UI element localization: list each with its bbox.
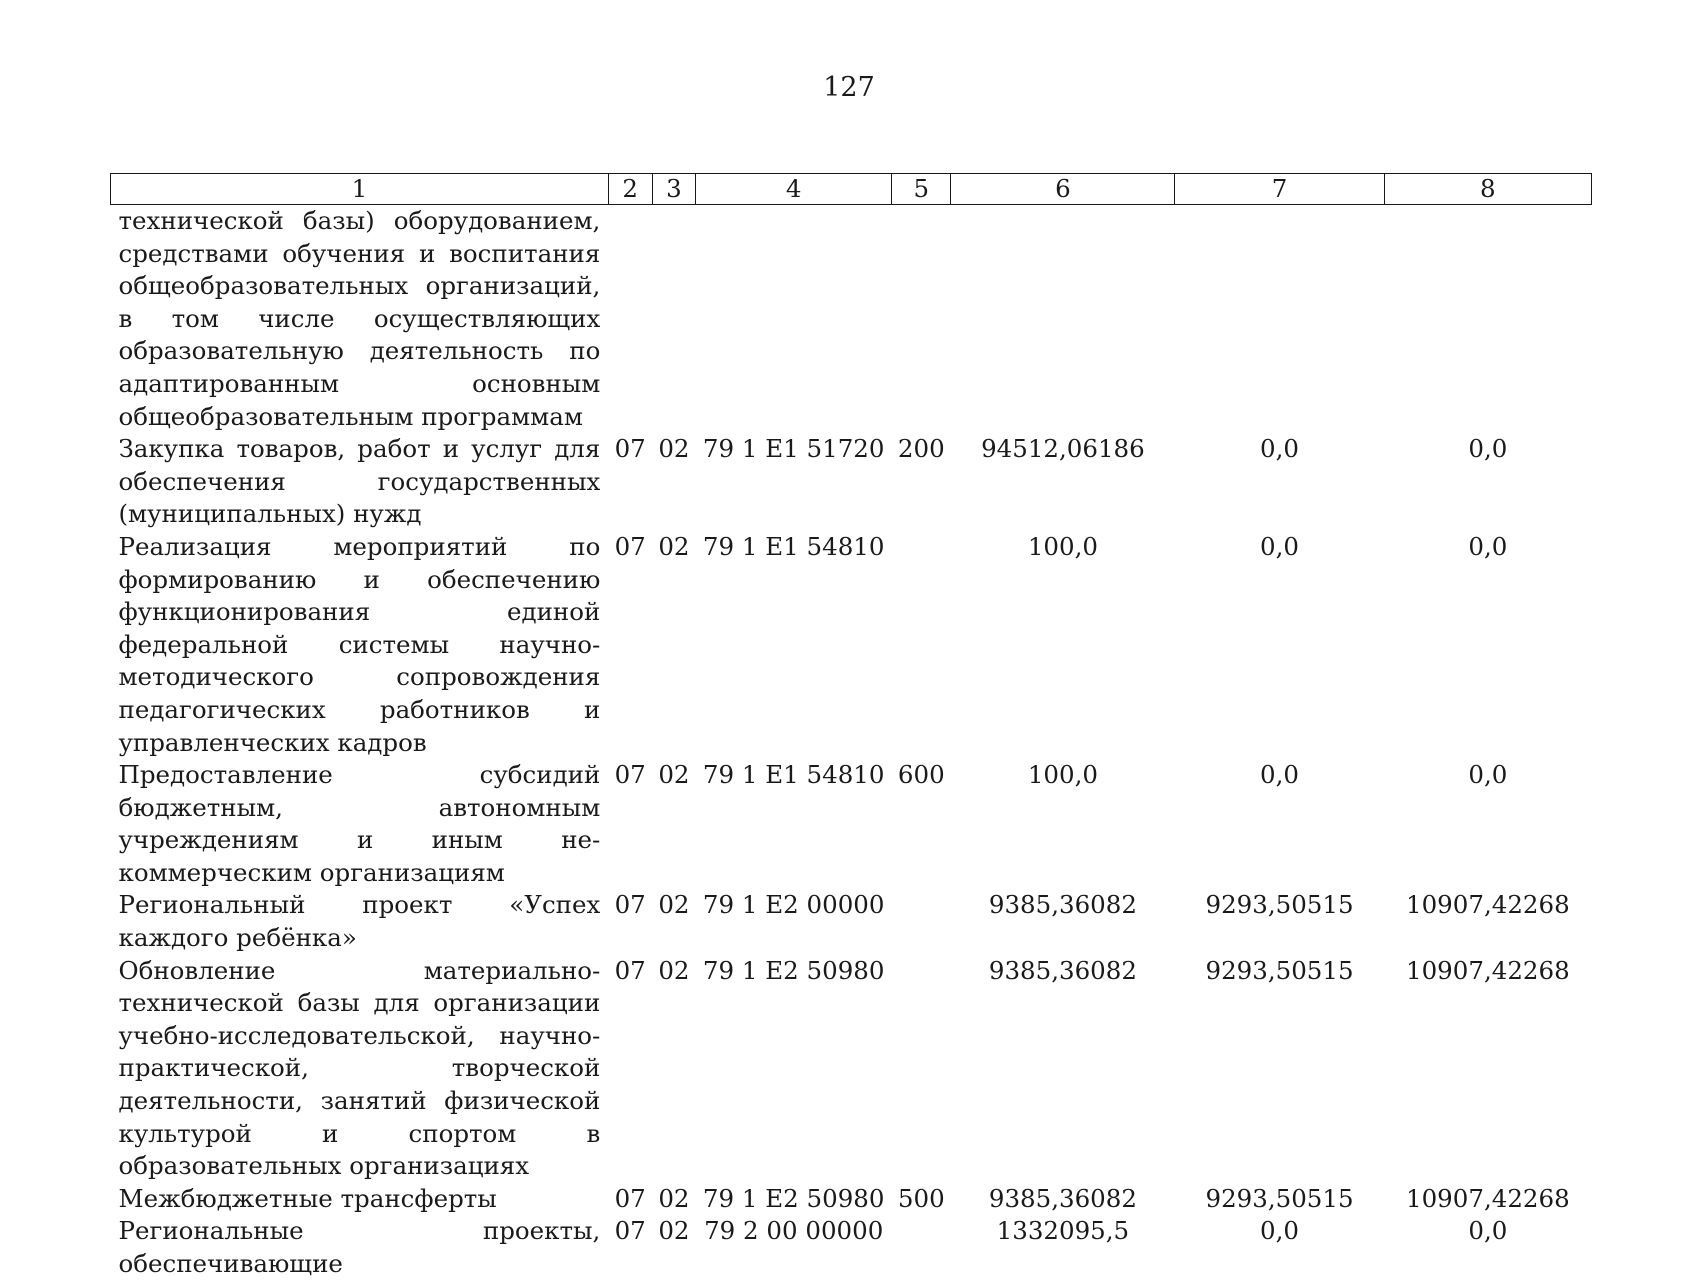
section-code: 07 (614, 1183, 646, 1213)
row-name: Региональный проект «Успех каждого ребёнка» (118, 890, 601, 953)
table-row (111, 1183, 1592, 1216)
expense-type-code (892, 889, 951, 954)
amount-col-7: 0,0 (1260, 1216, 1299, 1246)
amount-col-7: 0,0 (1260, 760, 1299, 790)
amount-col-6: 9385,36082 (988, 955, 1137, 985)
row-name: Закупка товаров, работ и услуг для обеспечения государственных (муниципальных) нужд (118, 434, 601, 529)
row-name: Обновление материально-технической базы для организации учебно-исследовательской, научно-практической, творческой деятельности, занятий физической культурой и спортом в образовательных организациях (118, 955, 601, 1181)
amount-col-8: 10907,42268 (1406, 1183, 1570, 1213)
table-row (111, 1215, 1592, 1280)
amount-col-8: 0,0 (1468, 531, 1508, 561)
header-col-5: 5 (892, 174, 951, 205)
row-name: Региональные проекты, обеспечивающие (118, 1216, 601, 1278)
subsection-code: 02 (658, 760, 690, 790)
subsection-code: 02 (658, 434, 690, 464)
row-name: Межбюджетные трансферты (118, 1183, 497, 1213)
amount-col-8: 0,0 (1468, 1216, 1508, 1246)
section-code: 07 (614, 531, 646, 561)
amount-col-7: 9293,50515 (1205, 1183, 1354, 1213)
subsection-code (652, 205, 696, 434)
section-code: 07 (614, 760, 646, 790)
amount-col-6: 9385,36082 (988, 890, 1137, 920)
target-article-code (696, 205, 892, 434)
budget-table (110, 173, 1592, 1281)
amount-col-7 (1175, 205, 1384, 434)
target-article-code: 79 1 E2 50980 (702, 1183, 885, 1213)
target-article-code: 79 1 E2 00000 (702, 890, 885, 920)
header-col-3: 3 (652, 174, 696, 205)
header-col-8: 8 (1384, 174, 1591, 205)
amount-col-7: 9293,50515 (1205, 955, 1354, 985)
expense-type-code (892, 955, 951, 1183)
expense-type-code: 200 (897, 434, 945, 464)
amount-col-8: 10907,42268 (1406, 955, 1570, 985)
target-article-code: 79 1 E1 54810 (702, 531, 885, 561)
header-col-4: 4 (696, 174, 892, 205)
amount-col-6: 9385,36082 (988, 1183, 1137, 1213)
section-code: 07 (614, 1216, 646, 1246)
header-col-7: 7 (1175, 174, 1384, 205)
expense-type-code (892, 1215, 951, 1280)
subsection-code: 02 (658, 1183, 690, 1213)
section-code: 07 (614, 890, 646, 920)
amount-col-7: 9293,50515 (1205, 890, 1354, 920)
amount-col-6: 100,0 (1027, 760, 1098, 790)
target-article-code: 79 1 E1 51720 (702, 434, 885, 464)
table-row (111, 759, 1592, 889)
header-row (111, 174, 1592, 205)
amount-col-8: 0,0 (1468, 434, 1508, 464)
expense-type-code (892, 205, 951, 434)
expense-type-code (892, 531, 951, 759)
row-name: Реализация мероприятий по формированию и обеспечению функционирования единой федеральной системы научно-методического сопровождения педагогических работников и управленческих кадров (118, 531, 601, 757)
section-code: 07 (614, 955, 646, 985)
target-article-code: 79 1 E2 50980 (702, 955, 885, 985)
target-article-code: 79 2 00 00000 (704, 1216, 884, 1246)
row-name: Предоставление субсидий бюджетным, автономным учреждениям и иным некоммерческим организациям (118, 760, 601, 887)
amount-col-6: 1332095,5 (996, 1216, 1130, 1246)
page-number: 127 (823, 72, 875, 103)
header-col-6: 6 (951, 174, 1175, 205)
subsection-code: 02 (658, 890, 690, 920)
section-code: 07 (614, 434, 646, 464)
amount-col-8: 0,0 (1468, 760, 1508, 790)
amount-col-7: 0,0 (1260, 531, 1299, 561)
row-name: технической базы) оборудованием, средствами обучения и воспитания общеобразовательных организаций, в том числе осуществляющих образовательную деятельность по адаптированным основным общеобразовательным программам (118, 206, 601, 431)
table-row (111, 889, 1592, 954)
amount-col-7: 0,0 (1260, 434, 1299, 464)
table-row (111, 955, 1592, 1183)
amount-col-8: 10907,42268 (1406, 890, 1570, 920)
table-row (111, 433, 1592, 531)
subsection-code: 02 (658, 1216, 690, 1246)
subsection-code: 02 (658, 955, 690, 985)
header-col-1: 1 (111, 174, 609, 205)
section-code (608, 205, 652, 434)
target-article-code: 79 1 E1 54810 (702, 760, 885, 790)
amount-col-6 (951, 205, 1175, 434)
subsection-code: 02 (658, 531, 690, 561)
amount-col-6: 94512,06186 (981, 434, 1145, 464)
amount-col-8 (1384, 205, 1591, 434)
expense-type-code: 600 (897, 760, 945, 790)
table-row (111, 531, 1592, 759)
header-col-2: 2 (608, 174, 652, 205)
expense-type-code: 500 (897, 1183, 945, 1213)
table-row (111, 205, 1592, 434)
amount-col-6: 100,0 (1027, 531, 1098, 561)
